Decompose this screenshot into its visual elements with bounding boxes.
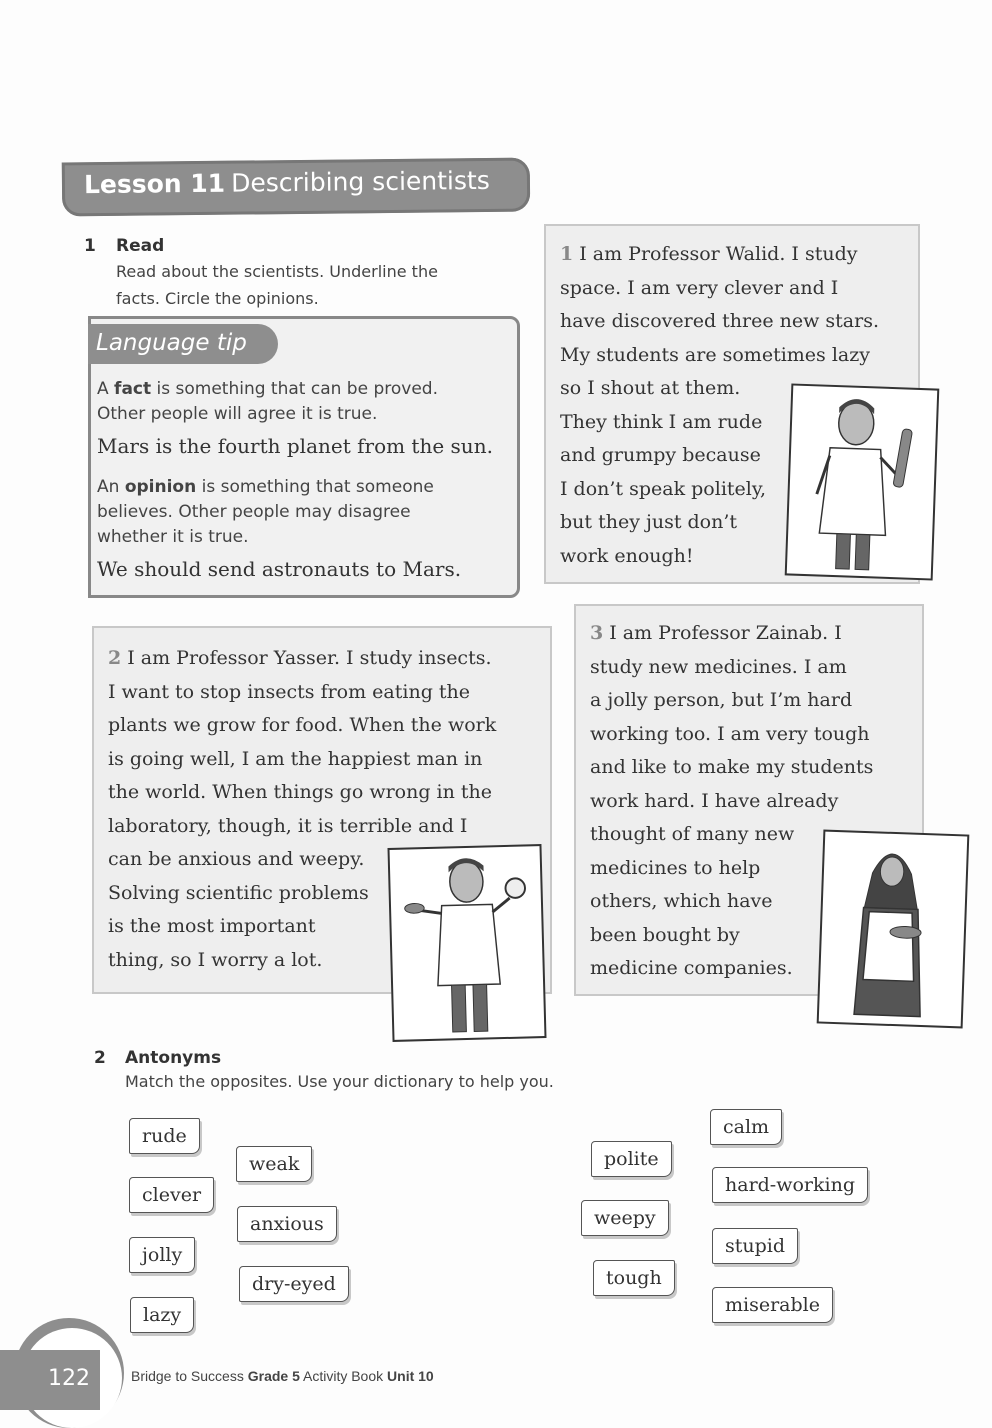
section-2-number: 2 <box>94 1048 106 1068</box>
professor-yasser-illustration <box>387 844 546 1042</box>
professor-walid-illustration <box>785 383 940 580</box>
section-2-title: Antonyms <box>125 1048 222 1068</box>
professor-zainab-illustration <box>817 830 970 1029</box>
word-card-rude[interactable]: rude <box>129 1118 200 1154</box>
opinion-example: We should send astronauts to Mars. <box>97 557 462 581</box>
section-1-title: Read <box>116 236 165 256</box>
section-1-instruction: Read about the scientists. Underline the facts. Circle the opinions. <box>116 262 438 308</box>
word-card-polite[interactable]: polite <box>591 1141 672 1177</box>
footer-title: Bridge to Success Grade 5 Activity Book Unit 10 <box>131 1368 434 1384</box>
language-tip-heading: Language tip <box>96 330 247 356</box>
story-zainab-text: 3 I am Professor Zainab. I study new medicines. I am a jolly person, but I’m hard working too. I am very tough and like to make my students work hard. I have already thought of many new medicines to help others, which have been bought by medicine companies. <box>590 622 874 979</box>
word-card-weepy[interactable]: weepy <box>581 1200 669 1236</box>
word-card-weak[interactable]: weak <box>236 1146 312 1182</box>
word-card-calm[interactable]: calm <box>710 1109 782 1145</box>
section-1-number: 1 <box>84 236 96 256</box>
word-card-clever[interactable]: clever <box>129 1177 214 1213</box>
word-card-stupid[interactable]: stupid <box>712 1228 798 1264</box>
fact-example: Mars is the fourth planet from the sun. <box>97 434 493 458</box>
page-number: 122 <box>48 1366 90 1391</box>
word-card-dry-eyed[interactable]: dry-eyed <box>239 1266 349 1302</box>
word-card-hard-working[interactable]: hard-working <box>712 1167 868 1203</box>
fact-definition: A fact is something that can be proved. Other people will agree it is true. <box>97 379 438 424</box>
lesson-heading: Lesson 11 Describing scientists <box>83 165 490 200</box>
word-card-jolly[interactable]: jolly <box>129 1237 195 1273</box>
word-card-anxious[interactable]: anxious <box>237 1206 337 1242</box>
word-card-miserable[interactable]: miserable <box>712 1287 833 1323</box>
word-card-tough[interactable]: tough <box>593 1260 675 1296</box>
story-walid-text: 1 I am Professor Walid. I study space. I am very clever and I have discovered three new stars. My students are sometimes lazy so I shout at them. They think I am rude and grumpy because I don’t speak politely, but they just don’t work enough! <box>560 243 880 567</box>
story-yasser-text: 2 I am Professor Yasser. I study insects. I want to stop insects from eating the plants we grow for food. When the work is going well, I am the happiest man in the world. When things go wrong in the laboratory, though, it is terrible and I can be anxious and weepy. Solving scientific problems is the most important thing, so I worry a lot. <box>108 647 497 971</box>
word-card-lazy[interactable]: lazy <box>130 1297 194 1333</box>
opinion-definition: An opinion is something that someone believes. Other people may disagree whether it is true. <box>97 477 434 547</box>
section-2-instruction: Match the opposites. Use your dictionary to help you. <box>125 1072 554 1091</box>
